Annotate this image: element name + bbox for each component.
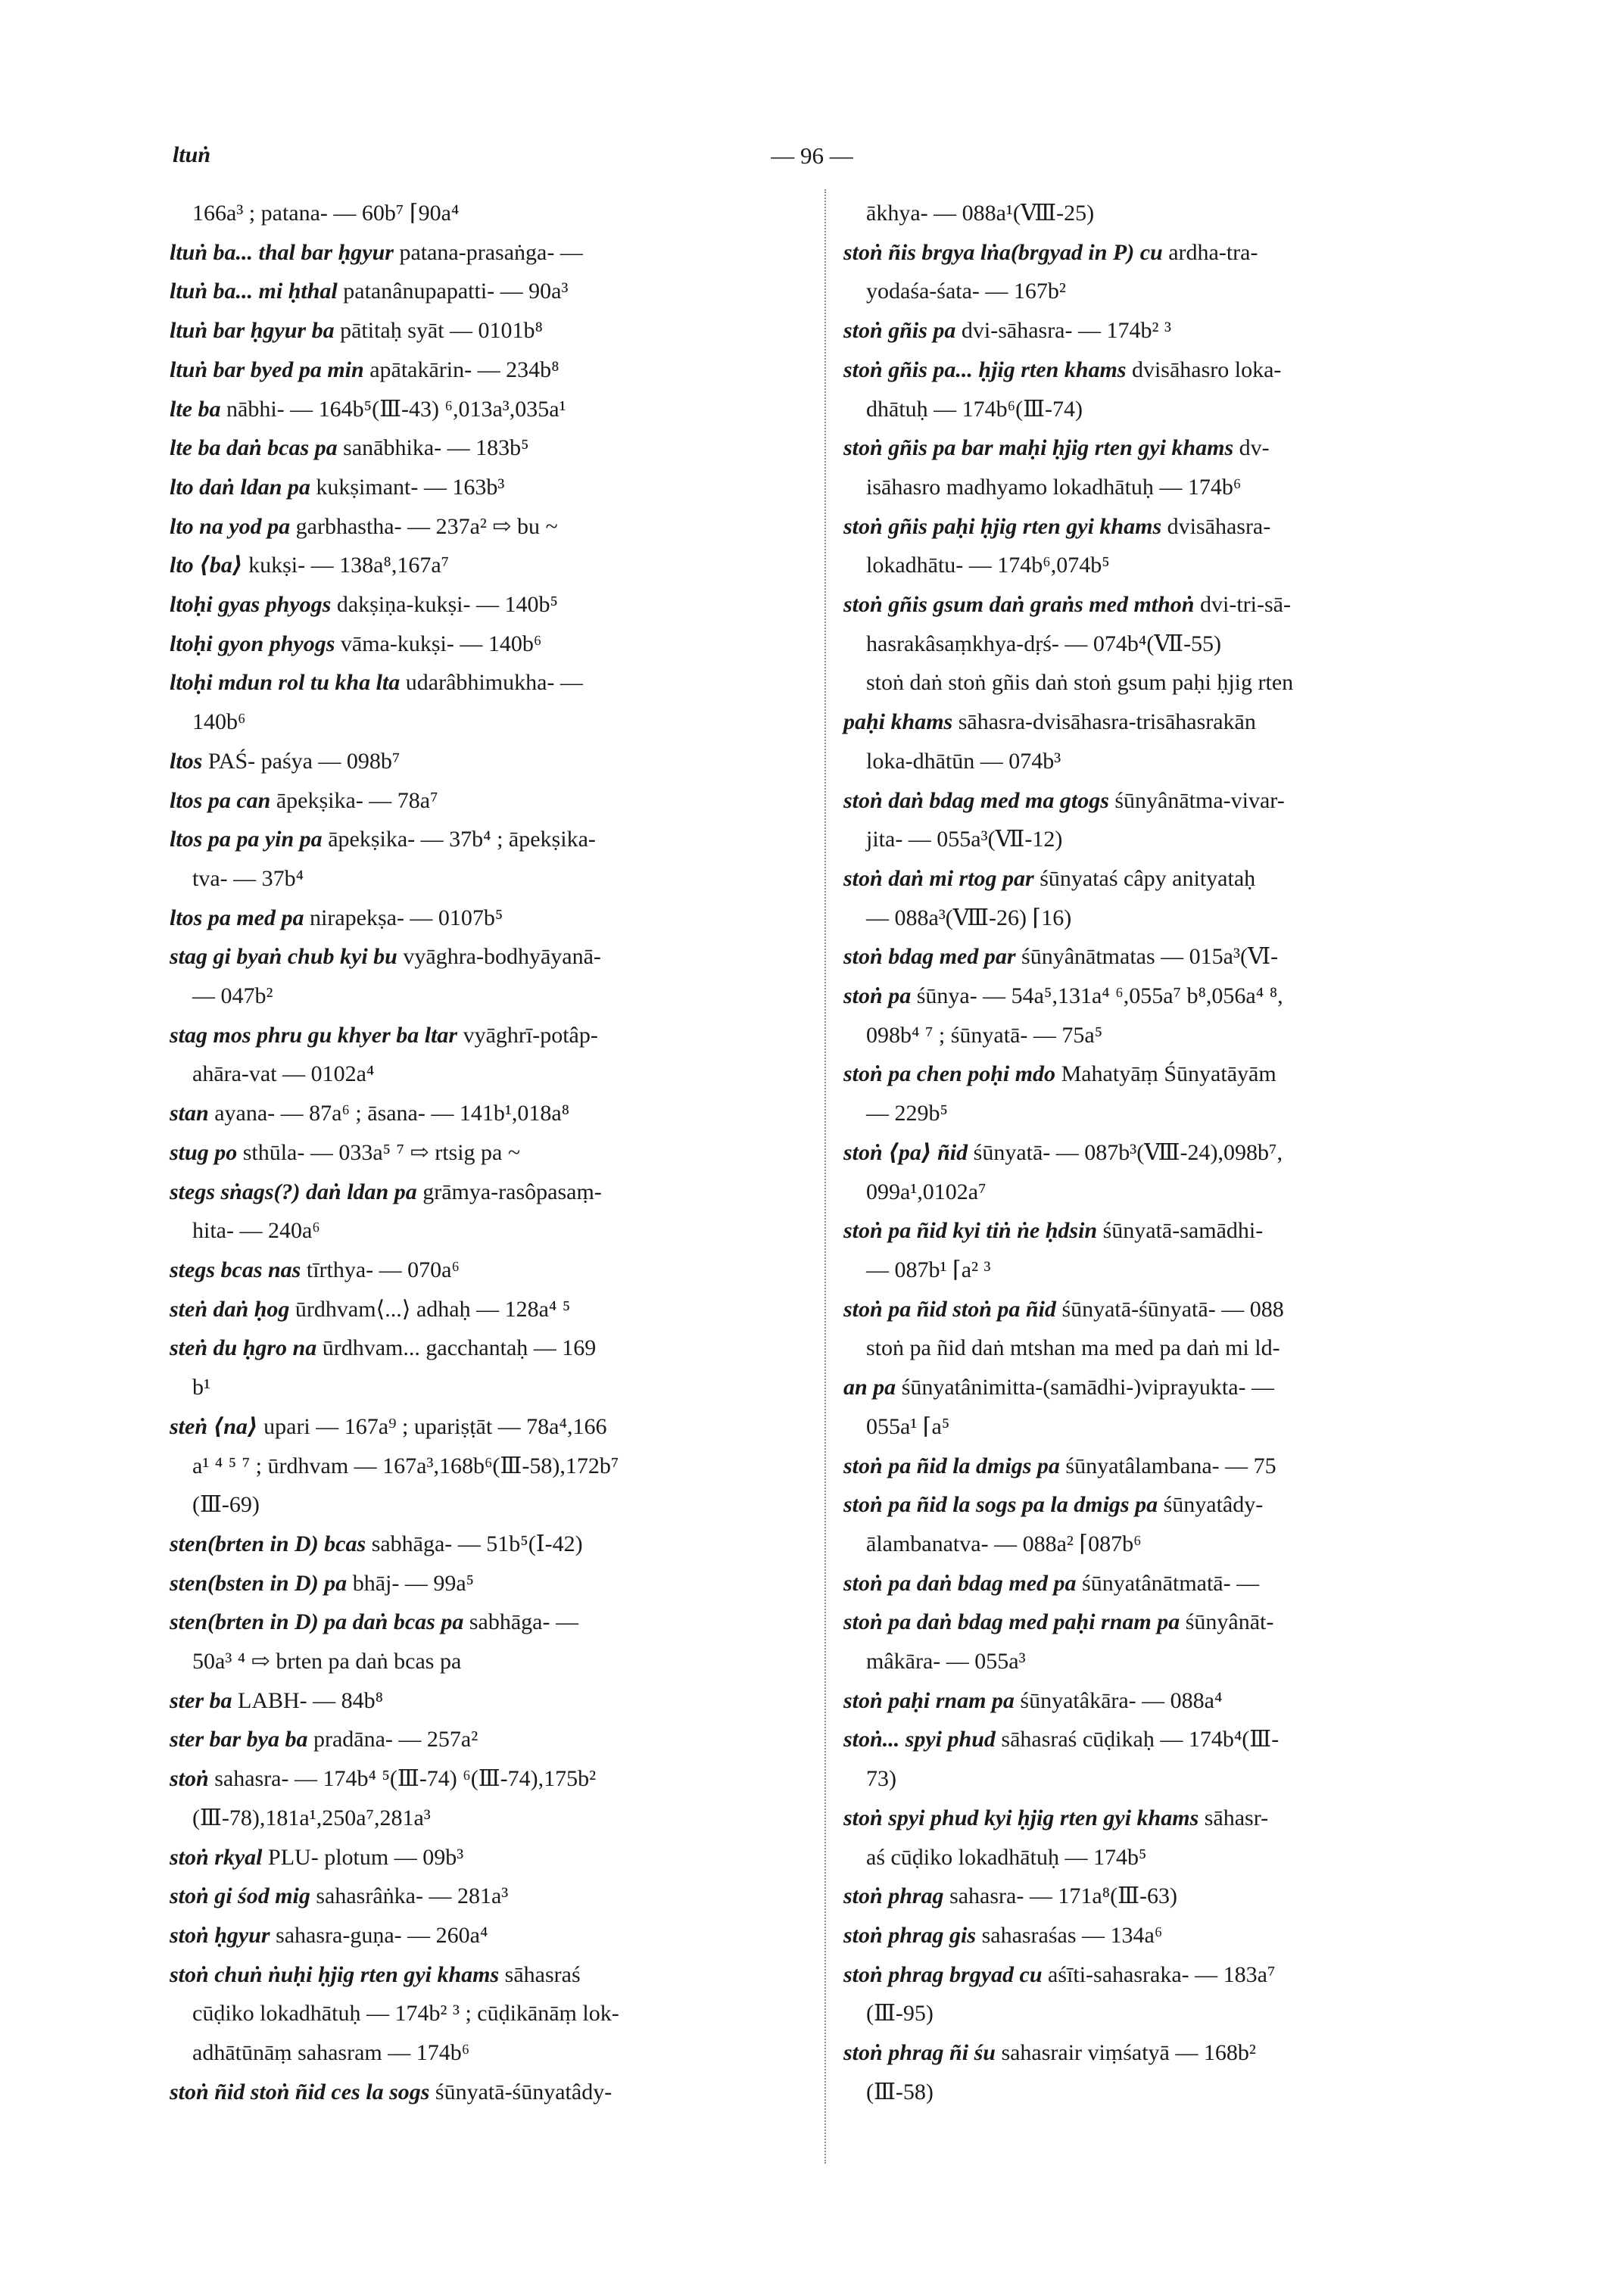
dictionary-line: stoṅ... spyi phud sāhasraś cūḍikaḥ — 174b⁴(Ⅲ- — [843, 1727, 1280, 1752]
running-head: ltuṅ — [173, 142, 211, 167]
dictionary-line: mâkāra- — 055a³ — [866, 1649, 1026, 1675]
dictionary-line: stoṅ pa ñid la sogs pa la dmigs pa śūnyatâdy- — [843, 1492, 1264, 1518]
dictionary-line: steṅ ⟨na⟩ upari — 167a⁹ ; upariṣṭāt — 78a⁴,166 — [170, 1413, 607, 1439]
dictionary-line: ltoḥi gyon phyogs vāma-kukṣi- — 140b⁶ — [170, 631, 542, 656]
dictionary-line: ster ba LABH- — 84b⁸ — [170, 1687, 384, 1713]
dictionary-line: (Ⅲ-58) — [866, 2079, 934, 2105]
dictionary-line: hasrakâsaṃkhya-dṛś- — 074b⁴(Ⅶ-55) — [866, 631, 1222, 656]
dictionary-line: stoṅ pa daṅ bdag med pa śūnyatânātmatā- — — [843, 1570, 1260, 1596]
dictionary-line: tva- — 37b⁴ — [192, 865, 304, 891]
dictionary-line: stoṅ phrag sahasra- — 171a⁸(Ⅲ-63) — [843, 1883, 1178, 1909]
dictionary-line: 50a³ ⁴ ⇨ brten pa daṅ bcas pa — [192, 1649, 462, 1675]
dictionary-line: ltoḥi gyas phyogs dakṣiṇa-kukṣi- — 140b⁵ — [170, 592, 558, 618]
dictionary-line: ālambanatva- — 088a² ⌈087b⁶ — [866, 1531, 1142, 1556]
dictionary-line: ltos pa can āpekṣika- — 78a⁷ — [170, 787, 438, 813]
dictionary-line: stoṅ daṅ mi rtog par śūnyataś câpy anityataḥ — [843, 865, 1256, 891]
dictionary-line: stag gi byaṅ chub kyi bu vyāghra-bodhyāyanā- — [170, 944, 601, 970]
dictionary-line: b¹ — [192, 1375, 210, 1400]
dictionary-line: stoṅ spyi phud kyi ḥjig rten gyi khams sāhasr- — [843, 1805, 1269, 1830]
dictionary-line: stoṅ pa chen poḥi mdo Mahatyāṃ Śūnyatāyām — [843, 1061, 1276, 1087]
dictionary-line: stoṅ gi śod mig sahasrâṅka- — 281a³ — [170, 1883, 509, 1909]
dictionary-line: lto daṅ ldan pa kukṣimant- — 163b³ — [170, 474, 505, 500]
dictionary-line: isāhasro madhyamo lokadhātuḥ — 174b⁶ — [866, 474, 1242, 500]
dictionary-line: ster bar bya ba pradāna- — 257a² — [170, 1727, 478, 1752]
dictionary-line: ltuṅ bar ḥgyur ba pātitaḥ syāt — 0101b⁸ — [170, 318, 543, 344]
dictionary-line: steṅ du ḥgro na ūrdhvam... gacchantaḥ — 169 — [170, 1335, 597, 1361]
dictionary-line: stoṅ phrag gis sahasraśas — 134a⁶ — [843, 1922, 1163, 1948]
dictionary-line: stoṅ phrag ñi śu sahasrair viṃśatyā — 168b² — [843, 2040, 1256, 2066]
dictionary-line: stoṅ daṅ bdag med ma gtogs śūnyânātma-vivar- — [843, 787, 1285, 813]
dictionary-line: stoṅ ḥgyur sahasra-guṇa- — 260a⁴ — [170, 1922, 488, 1948]
column-divider — [824, 189, 826, 2164]
dictionary-line: stoṅ pa ñid daṅ mtshan ma med pa daṅ mi ld- — [866, 1335, 1280, 1361]
dictionary-line: stegs sṅags(?) daṅ ldan pa grāmya-rasôpasaṃ- — [170, 1179, 602, 1204]
dictionary-line: ltos pa med pa nirapekṣa- — 0107b⁵ — [170, 905, 503, 930]
dictionary-line: ahāra-vat — 0102a⁴ — [192, 1061, 375, 1087]
dictionary-line: — 047b² — [192, 983, 273, 1009]
dictionary-line: stoṅ pa ñid la dmigs pa śūnyatâlambana- — 75 — [843, 1453, 1276, 1478]
page-number: — 96 — — [771, 142, 853, 169]
dictionary-line: stoṅ pa daṅ bdag med paḥi rnam pa śūnyânāt- — [843, 1609, 1274, 1635]
dictionary-line: stoṅ ñid stoṅ ñid ces la sogs śūnyatā-śūnyatâdy- — [170, 2079, 613, 2105]
dictionary-line: stag mos phru gu khyer ba ltar vyāghrī-potâp- — [170, 1022, 598, 1048]
dictionary-line: stoṅ gñis pa bar maḥi ḥjig rten gyi khams dv- — [843, 435, 1270, 461]
dictionary-line: paḥi khams sāhasra-dvisāhasra-trisāhasrakān — [843, 709, 1256, 735]
dictionary-line: a¹ ⁴ ⁵ ⁷ ; ūrdhvam — 167a³,168b⁶(Ⅲ-58),172b⁷ — [192, 1453, 619, 1478]
dictionary-line: (Ⅲ-69) — [192, 1492, 260, 1518]
dictionary-line: 73) — [866, 1766, 896, 1792]
dictionary-line: stoṅ sahasra- — 174b⁴ ⁵(Ⅲ-74) ⁶(Ⅲ-74),175b² — [170, 1766, 597, 1792]
dictionary-line: stoṅ bdag med par śūnyânātmatas — 015a³(Ⅵ- — [843, 944, 1279, 970]
dictionary-line: stoṅ gñis paḥi ḥjig rten gyi khams dvisāhasra- — [843, 513, 1271, 539]
dictionary-line: steṅ daṅ ḥog ūrdhvam⟨...⟩ adhaḥ — 128a⁴ ⁵ — [170, 1296, 571, 1322]
dictionary-line: cūḍiko lokadhātuḥ — 174b² ³ ; cūḍikānāṃ lok- — [192, 2001, 619, 2027]
dictionary-line: lto na yod pa garbhastha- — 237a² ⇨ bu ~ — [170, 513, 558, 539]
right-column — [843, 194, 1488, 2111]
dictionary-line: — 088a³(Ⅷ-26) ⌈16) — [866, 905, 1072, 930]
dictionary-line: (Ⅲ-95) — [866, 2001, 934, 2027]
dictionary-line: stoṅ rkyal PLU- plotum — 09b³ — [170, 1844, 464, 1870]
dictionary-line: 098b⁴ ⁷ ; śūnyatā- — 75a⁵ — [866, 1022, 1103, 1048]
dictionary-line: stoṅ pa ñid kyi tiṅ ṅe ḥdsin śūnyatā-samādhi- — [843, 1218, 1264, 1244]
dictionary-line: stoṅ phrag brgyad cu aśīti-sahasraka- — 183a⁷ — [843, 1961, 1276, 1987]
dictionary-line: adhātūnāṃ sahasram — 174b⁶ — [192, 2040, 470, 2066]
dictionary-line: hita- — 240a⁶ — [192, 1218, 320, 1244]
dictionary-line: 140b⁶ — [192, 709, 246, 735]
dictionary-line: sten(brten in D) bcas sabhāga- — 51b⁵(Ⅰ-42) — [170, 1531, 583, 1556]
dictionary-line: loka-dhātūn — 074b³ — [866, 748, 1061, 774]
dictionary-line: ltos PAŚ- paśya — 098b⁷ — [170, 748, 401, 774]
dictionary-line: lte ba daṅ bcas pa sanābhika- — 183b⁵ — [170, 435, 529, 461]
dictionary-line: stoṅ gñis pa dvi-sāhasra- — 174b² ³ — [843, 318, 1171, 344]
dictionary-line: ltuṅ ba... mi ḥthal patanânupapatti- — 90a³ — [170, 279, 569, 304]
dictionary-line: stoṅ chuṅ ṅuḥi ḥjig rten gyi khams sāhasraś — [170, 1961, 581, 1987]
dictionary-line: aś cūḍiko lokadhātuḥ — 174b⁵ — [866, 1844, 1147, 1870]
dictionary-line: 166a³ ; patana- — 60b⁷ ⌈90a⁴ — [192, 201, 460, 226]
dictionary-line: lokadhātu- — 174b⁶,074b⁵ — [866, 553, 1110, 578]
dictionary-line: ltuṅ ba... thal bar ḥgyur patana-prasaṅga- — — [170, 239, 583, 265]
dictionary-line: stug po sthūla- — 033a⁵ ⁷ ⇨ rtsig pa ~ — [170, 1139, 521, 1165]
dictionary-line: stegs bcas nas tīrthya- — 070a⁶ — [170, 1257, 460, 1282]
dictionary-line: — 229b⁵ — [866, 1101, 948, 1126]
dictionary-line: an pa śūnyatânimitta-(samādhi-)viprayukta- — — [843, 1375, 1275, 1400]
dictionary-line: stoṅ gñis pa... ḥjig rten khams dvisāhasro loka- — [843, 357, 1282, 382]
dictionary-line: — 087b¹ ⌈a² ³ — [866, 1257, 991, 1282]
dictionary-line: ltoḥi mdun rol tu kha lta udarâbhimukha- — — [170, 670, 583, 696]
dictionary-line: stoṅ gñis gsum daṅ graṅs med mthoṅ dvi-tri-sā- — [843, 592, 1291, 618]
dictionary-line: stoṅ daṅ stoṅ gñis daṅ stoṅ gsum paḥi ḥjig rten — [866, 670, 1294, 696]
dictionary-line: stoṅ paḥi rnam pa śūnyatâkāra- — 088a⁴ — [843, 1687, 1223, 1713]
dictionary-line: stoṅ ñis brgya lṅa(brgyad in P) cu ardha-tra- — [843, 239, 1258, 265]
dictionary-line: lte ba nābhi- — 164b⁵(Ⅲ-43) ⁶,013a³,035a¹ — [170, 396, 566, 422]
dictionary-line: sten(bsten in D) pa bhāj- — 99a⁵ — [170, 1570, 475, 1596]
dictionary-line: ākhya- — 088a¹(Ⅷ-25) — [866, 201, 1095, 226]
dictionary-line: dhātuḥ — 174b⁶(Ⅲ-74) — [866, 396, 1083, 422]
left-column — [170, 194, 810, 2111]
dictionary-line: jita- — 055a³(Ⅶ-12) — [866, 827, 1063, 852]
dictionary-line: stoṅ pa śūnya- — 54a⁵,131a⁴ ⁶,055a⁷ b⁸,056a⁴ ⁸, — [843, 983, 1283, 1009]
dictionary-line: yodaśa-śata- — 167b² — [866, 279, 1066, 304]
dictionary-line: sten(brten in D) pa daṅ bcas pa sabhāga- — — [170, 1609, 578, 1635]
dictionary-line: ltuṅ bar byed pa min apātakārin- — 234b⁸ — [170, 357, 560, 382]
dictionary-line: stoṅ pa ñid stoṅ pa ñid śūnyatā-śūnyatā- — 088 — [843, 1296, 1284, 1322]
dictionary-line: 055a¹ ⌈a⁵ — [866, 1413, 950, 1439]
dictionary-line: stoṅ ⟨pa⟩ ñid śūnyatā- — 087b³(Ⅷ-24),098b⁷, — [843, 1139, 1283, 1165]
dictionary-line: ltos pa pa yin pa āpekṣika- — 37b⁴ ; āpekṣika- — [170, 827, 596, 852]
dictionary-line: (Ⅲ-78),181a¹,250a⁷,281a³ — [192, 1805, 431, 1830]
dictionary-line: stan ayana- — 87a⁶ ; āsana- — 141b¹,018a⁸ — [170, 1101, 570, 1126]
dictionary-line: 099a¹,0102a⁷ — [866, 1179, 987, 1204]
dictionary-line: lto ⟨ba⟩ kukṣi- — 138a⁸,167a⁷ — [170, 553, 450, 578]
